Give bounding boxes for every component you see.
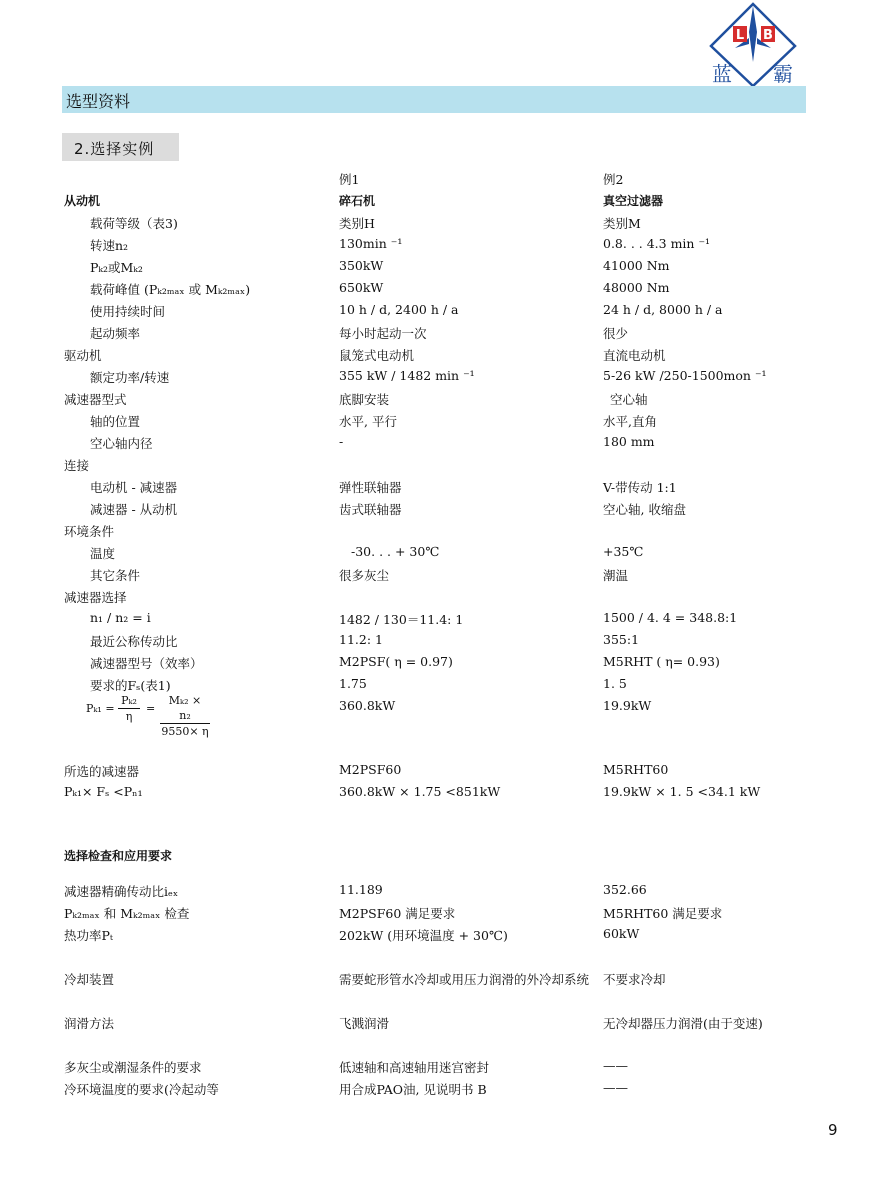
subsection-header xyxy=(62,133,179,161)
table-row xyxy=(0,762,870,782)
table-row xyxy=(0,434,870,454)
formula-fraction-2 xyxy=(160,693,210,739)
table-row xyxy=(0,500,870,520)
table-row xyxy=(0,882,870,902)
row-value-2: 类别M xyxy=(603,216,641,231)
row-value-1: 360.8kW × 1.75 <851kW xyxy=(339,784,501,799)
table-row xyxy=(0,324,870,344)
row-value-2: 无冷却器压力润滑(由于变速) xyxy=(603,1016,763,1031)
row-label: 载荷等级（表3) xyxy=(90,216,178,231)
formula-frac1-num: Pₖ₂ xyxy=(118,693,140,709)
row-label: Pₖ₂或Mₖ₂ xyxy=(90,260,143,275)
row-label: 温度 xyxy=(90,546,116,561)
row-value-2: 60kW xyxy=(603,926,640,941)
row-value-1: - xyxy=(339,434,344,449)
row-label: 减速器精确传动比iₑₓ xyxy=(64,884,179,899)
row-value-1: 360.8kW xyxy=(339,698,396,713)
formula-frac2-num: Mₖ₂ × n₂ xyxy=(160,693,210,724)
table-row xyxy=(0,412,870,432)
row-value-2: 5-26 kW /250-1500mon ⁻¹ xyxy=(603,368,767,383)
row-value-1: 需要蛇形管水冷却或用压力润滑的外冷却系统 xyxy=(339,972,590,987)
row-value-2: M5RHT60 满足要求 xyxy=(603,906,723,921)
subsection-title: 2.选择实例 xyxy=(74,140,155,158)
row-value-1: 飞溅润滑 xyxy=(339,1016,390,1031)
page-number: 9 xyxy=(828,1121,838,1139)
row-value-2: 19.9kW xyxy=(603,698,652,713)
row-label: 轴的位置 xyxy=(90,414,141,429)
table-row xyxy=(0,1014,870,1034)
column-header-row xyxy=(0,170,870,190)
row-value-1: 鼠笼式电动机 xyxy=(339,348,415,363)
table-row xyxy=(0,478,870,498)
row-value-2: 0.8. . . 4.3 min ⁻¹ xyxy=(603,236,711,251)
row-value-2: 355:1 xyxy=(603,632,640,647)
table-row xyxy=(0,368,870,388)
row-value-1: 11.2: 1 xyxy=(339,632,383,647)
table-row xyxy=(0,904,870,924)
table-row xyxy=(0,544,870,564)
row-label: 冷却装置 xyxy=(64,972,115,987)
row-label: 减速器型号（效率） xyxy=(90,656,203,671)
row-label: Pₖ₂ₘₐₓ 和 Mₖ₂ₘₐₓ 检查 xyxy=(64,906,190,921)
table-row xyxy=(0,654,870,674)
row-value-1: M2PSF( η = 0.97) xyxy=(339,654,453,669)
row-value-2: V-带传动 1:1 xyxy=(603,480,677,495)
svg-text:B: B xyxy=(763,28,773,43)
table-row xyxy=(0,784,870,804)
table-row xyxy=(0,926,870,946)
row-value-2: 24 h / d, 8000 h / a xyxy=(603,302,723,317)
table-row xyxy=(0,610,870,630)
row-value-2: 水平,直角 xyxy=(603,414,657,429)
table-row xyxy=(0,302,870,322)
section-title: 选型资料 xyxy=(66,92,131,111)
row-value-1: 每小时起动一次 xyxy=(339,326,427,341)
row-value-1: M2PSF60 满足要求 xyxy=(339,906,456,921)
row-value-2: 潮温 xyxy=(603,568,629,583)
row-label: 选择检查和应用要求 xyxy=(64,849,173,863)
row-value-2: 1500 / 4. 4 = 348.8:1 xyxy=(603,610,738,625)
row-label: 润滑方法 xyxy=(64,1016,115,1031)
formula-lhs: Pₖ₁ = xyxy=(86,702,115,715)
row-value-1: 齿式联轴器 xyxy=(339,502,402,517)
row-label: 冷环境温度的要求(冷起动等 xyxy=(64,1082,219,1097)
row-value-1: 用合成PAO油, 见说明书 B xyxy=(339,1082,487,1097)
row-value-1: 弹性联轴器 xyxy=(339,480,402,495)
row-value-1: 低速轴和高速轴用迷宫密封 xyxy=(339,1060,490,1075)
row-value-2: 352.66 xyxy=(603,882,647,897)
row-value-2: 不要求冷却 xyxy=(603,972,666,987)
logo-char-left: 蓝 xyxy=(712,62,732,86)
col-example-2: 例2 xyxy=(603,172,624,187)
row-value-1: 202kW (用环境温度 + 30℃) xyxy=(339,928,508,943)
row-label: 转速n₂ xyxy=(90,238,129,253)
row-value-2: 41000 Nm xyxy=(603,258,670,273)
row-value-1: 1482 / 130＝11.4: 1 xyxy=(339,612,464,627)
row-value-2: 19.9kW × 1. 5 <34.1 kW xyxy=(603,784,761,799)
table-row xyxy=(0,1058,870,1078)
row-value-1: 1.75 xyxy=(339,676,367,691)
row-label: 载荷峰值 (Pₖ₂ₘₐₓ 或 Mₖ₂ₘₐₓ) xyxy=(90,282,251,297)
row-label: 热功率Pₜ xyxy=(64,928,113,943)
row-value-1: 很多灰尘 xyxy=(339,568,390,583)
row-value-2: 空心轴 xyxy=(610,392,648,407)
row-label: 起动频率 xyxy=(90,326,141,341)
table-row xyxy=(0,214,870,234)
row-value-2: 48000 Nm xyxy=(603,280,670,295)
row-value-2: 很少 xyxy=(603,326,629,341)
row-label: 所选的减速器 xyxy=(64,764,140,779)
row-value-2: —— xyxy=(603,1080,628,1095)
formula-frac1-den: η xyxy=(125,710,133,723)
row-value-2: M5RHT ( η= 0.93) xyxy=(603,654,720,669)
row-value-1: 碎石机 xyxy=(339,194,376,208)
row-value-1: 130min ⁻¹ xyxy=(339,236,403,251)
row-value-1: 355 kW / 1482 min ⁻¹ xyxy=(339,368,475,383)
table-row xyxy=(0,588,870,608)
row-value-2: +35℃ xyxy=(603,544,644,559)
row-label: Pₖ₁× Fₛ <Pₙ₁ xyxy=(64,784,143,799)
table-row xyxy=(0,566,870,586)
row-label: 减速器型式 xyxy=(64,392,127,407)
row-label: 额定功率/转速 xyxy=(90,370,170,385)
row-label: 使用持续时间 xyxy=(90,304,166,319)
row-value-1: 底脚安装 xyxy=(339,392,390,407)
table-row xyxy=(0,258,870,278)
row-label: 环境条件 xyxy=(64,524,115,539)
row-label: 多灰尘或潮湿条件的要求 xyxy=(64,1060,202,1075)
table-row xyxy=(0,632,870,652)
row-label: 连接 xyxy=(64,458,90,473)
table-row xyxy=(0,522,870,542)
row-label: 空心轴内径 xyxy=(90,436,153,451)
logo-char-right: 霸 xyxy=(773,62,793,86)
row-label: 其它条件 xyxy=(90,568,141,583)
row-label: 要求的Fₛ(表1) xyxy=(90,678,171,693)
table-row xyxy=(0,970,870,990)
row-label: 驱动机 xyxy=(64,348,102,363)
row-value-1: 10 h / d, 2400 h / a xyxy=(339,302,459,317)
formula-eq: = xyxy=(146,702,156,715)
row-label: 减速器 - 从动机 xyxy=(90,502,178,517)
row-value-2: 1. 5 xyxy=(603,676,627,691)
table-row xyxy=(0,456,870,476)
row-label: 最近公称传动比 xyxy=(90,634,178,649)
row-value-2: 空心轴, 收缩盘 xyxy=(603,502,686,517)
section-header xyxy=(62,86,806,113)
svg-text:L: L xyxy=(735,28,745,43)
row-value-1: 类别H xyxy=(339,216,375,231)
table-row xyxy=(0,236,870,256)
table-row xyxy=(0,1080,870,1100)
row-value-1: M2PSF60 xyxy=(339,762,402,777)
row-value-2: 真空过滤器 xyxy=(603,194,664,208)
table-row xyxy=(0,280,870,300)
formula-fraction-1 xyxy=(118,693,140,724)
row-value-1: 水平, 平行 xyxy=(339,414,397,429)
row-value-2: M5RHT60 xyxy=(603,762,669,777)
table-row xyxy=(0,192,870,212)
table-row xyxy=(0,847,870,867)
row-value-2: 直流电动机 xyxy=(603,348,666,363)
formula-frac2-den: 9550× η xyxy=(161,725,209,738)
row-label: 从动机 xyxy=(64,194,101,208)
table-row xyxy=(0,390,870,410)
row-value-1: 11.189 xyxy=(339,882,383,897)
row-value-2: 180 mm xyxy=(603,434,655,449)
row-value-1: 350kW xyxy=(339,258,384,273)
row-label: n₁ / n₂ = i xyxy=(90,610,151,625)
row-value-2: —— xyxy=(603,1058,628,1073)
row-value-1: -30. . . + 30℃ xyxy=(351,544,440,559)
col-example-1: 例1 xyxy=(339,172,360,187)
table-row xyxy=(0,346,870,366)
row-label: 电动机 - 减速器 xyxy=(90,480,178,495)
row-label: 减速器选择 xyxy=(64,590,127,605)
row-value-1: 650kW xyxy=(339,280,384,295)
